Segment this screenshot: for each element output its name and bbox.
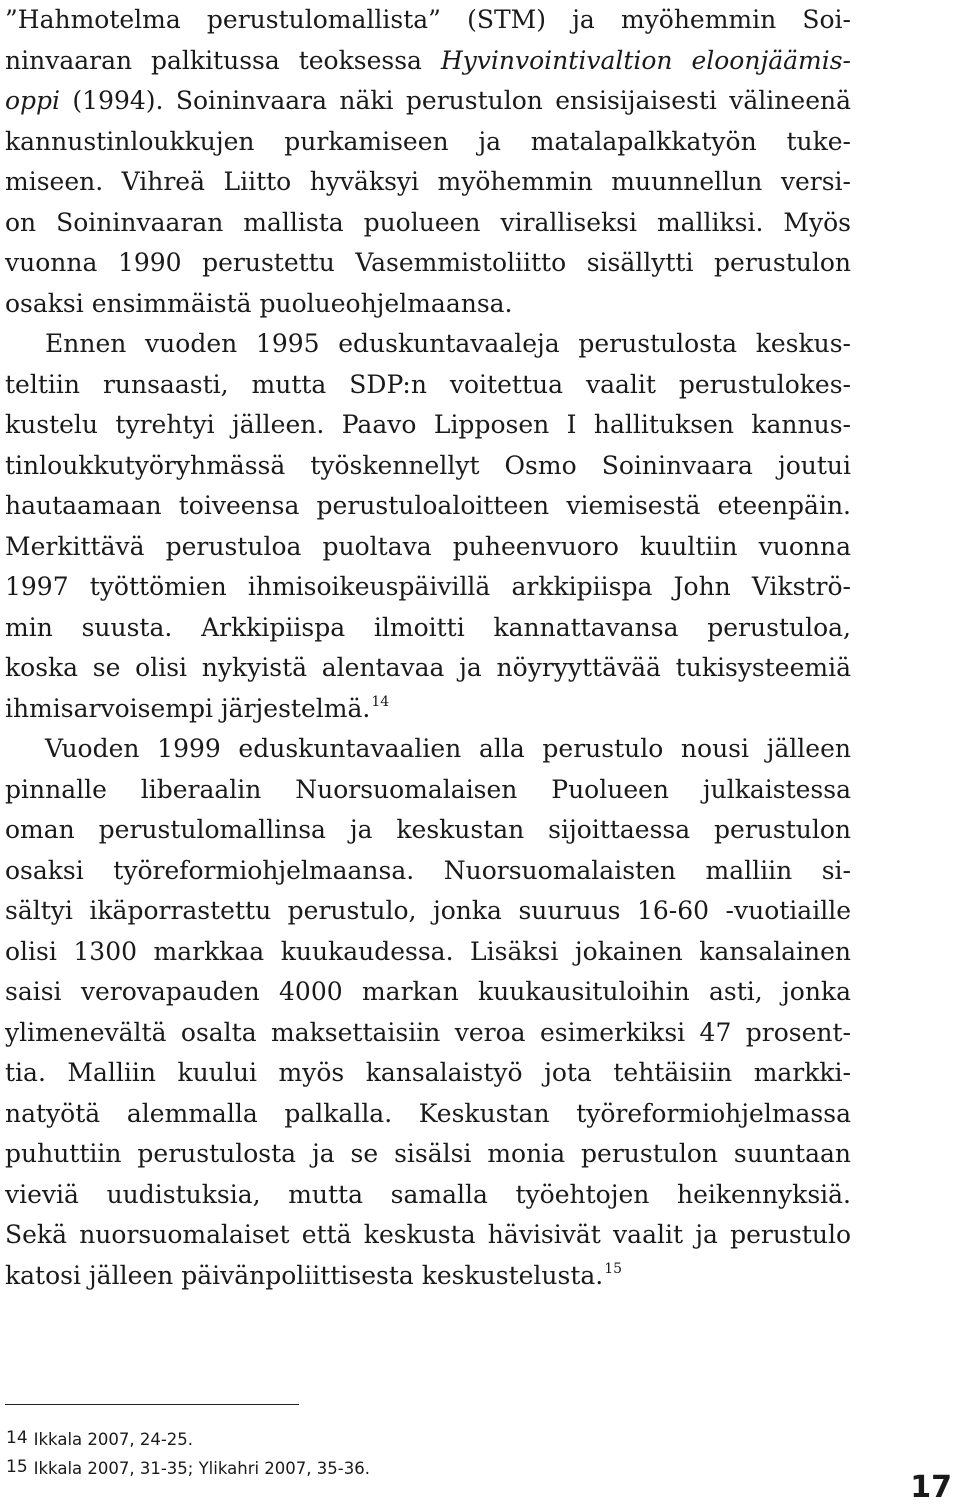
page-number: 17 [910,1470,952,1505]
text-line: ihmisarvoisempi järjestelmä.$^{14}$ [5,693,390,723]
text-line: koska se olisi nykyistä alentavaa ja nöyryyttävää tukisysteemiä [5,653,851,682]
text-line: teltiin runsaasti, mutta SDP:n voitettua vaalit perustulokes- [5,369,851,399]
text-line: ”Hahmotelma perustulomallista” (STM) ja myöhemmin Soi- [5,5,851,34]
italic-title: Hyvinvointivaltion eloonjäämis- [440,45,851,75]
footnote-14 [6,1424,606,1453]
footnote-15 [6,1453,606,1482]
text-line: vieviä uudistuksia, mutta samalla työehtojen heikennyksiä. [5,1179,851,1209]
text-line: Vuoden 1999 eduskuntavaalien alla perustulo nousi jälleen [45,734,851,763]
text-line: tinloukkutyöryhmässä työskennellyt Osmo Soininvaara joutui [5,450,851,480]
text-line: saisi verovapauden 4000 markan kuukausituloihin asti, jonka [5,977,851,1006]
footnote-reference[interactable]: 15 [604,1260,623,1277]
text-line: pinnalle liberaalin Nuorsuomalaisen Puolueen julkaistessa [5,774,851,804]
text-line: 1997 työttömien ihmisoikeuspäivillä arkkipiispa John Vikströ- [5,572,851,601]
text-line: ylimenevältä osalta maksettaisiin veroa esimerkiksi 47 prosent- [5,1017,851,1047]
text-line: osaksi työreformiohjelmaansa. Nuorsuomalaisten malliin si- [5,855,851,885]
text-line: oppi (1994). Soininvaara näki perustulon ensisijaisesti välineenä [5,86,851,115]
text-line: ninvaaran palkitussa teoksessa Hyvinvointivaltion eloonjäämis- [5,45,851,75]
footnote-text: Ikkala 2007, 31-35; Ylikahri 2007, 35-36. [33,1459,370,1478]
italic-title: oppi [5,86,61,115]
text-line: sältyi ikäporrastettu perustulo, jonka suuruus 16-60 -vuotiaille [5,896,851,925]
text-line: vuonna 1990 perustettu Vasemmistoliitto sisällytti perustulon [5,248,851,277]
text-line: hautaamaan toiveensa perustuloaloitteen viemisestä eteenpäin. [5,491,851,520]
text-line: Sekä nuorsuomalaiset että keskusta hävisivät vaalit ja perustulo [5,1220,851,1249]
footnote-divider [5,1404,299,1405]
footnotes [6,1424,606,1482]
text-line: natyötä alemmalla palkalla. Keskustan työreformiohjelmassa [5,1098,851,1128]
footnote-number: 15 [6,1457,28,1477]
text-line: on Soininvaaran mallista puolueen viralliseksi malliksi. Myös [5,207,851,237]
text-line: olisi 1300 markkaa kuukaudessa. Lisäksi jokainen kansalainen [5,936,851,966]
text-line: tia. Malliin kuului myös kansalaistyö jota tehtäisiin markki- [5,1058,851,1087]
text-line: osaksi ensimmäistä puolueohjelmaansa. [5,288,513,318]
text-line: kustelu tyrehtyi jälleen. Paavo Lipposen I hallituksen kannus- [5,410,851,439]
text-line: puhuttiin perustulosta ja se sisälsi monia perustulon suuntaan [5,1139,851,1168]
text-line: miseen. Vihreä Liitto hyväksyi myöhemmin muunnellun versi- [5,167,851,196]
text-line: Merkittävä perustuloa puoltava puheenvuoro kuultiin vuonna [5,531,851,561]
footnote-text: Ikkala 2007, 24-25. [33,1430,194,1449]
text-line: kannustinloukkujen purkamiseen ja matalapalkkatyön tuke- [5,126,851,156]
text-line: Ennen vuoden 1995 eduskuntavaaleja perustulosta keskus- [45,329,851,358]
body-text [5,0,851,1296]
footnote-reference[interactable]: 14 [371,693,390,710]
footnote-number: 14 [6,1428,28,1448]
text-line: min suusta. Arkkipiispa ilmoitti kannattavansa perustuloa, [5,612,851,642]
text-line: oman perustulomallinsa ja keskustan sijoittaessa perustulon [5,815,851,844]
text-line: katosi jälleen päivänpoliittisesta keskustelusta.$^{15}$ [5,1260,623,1290]
